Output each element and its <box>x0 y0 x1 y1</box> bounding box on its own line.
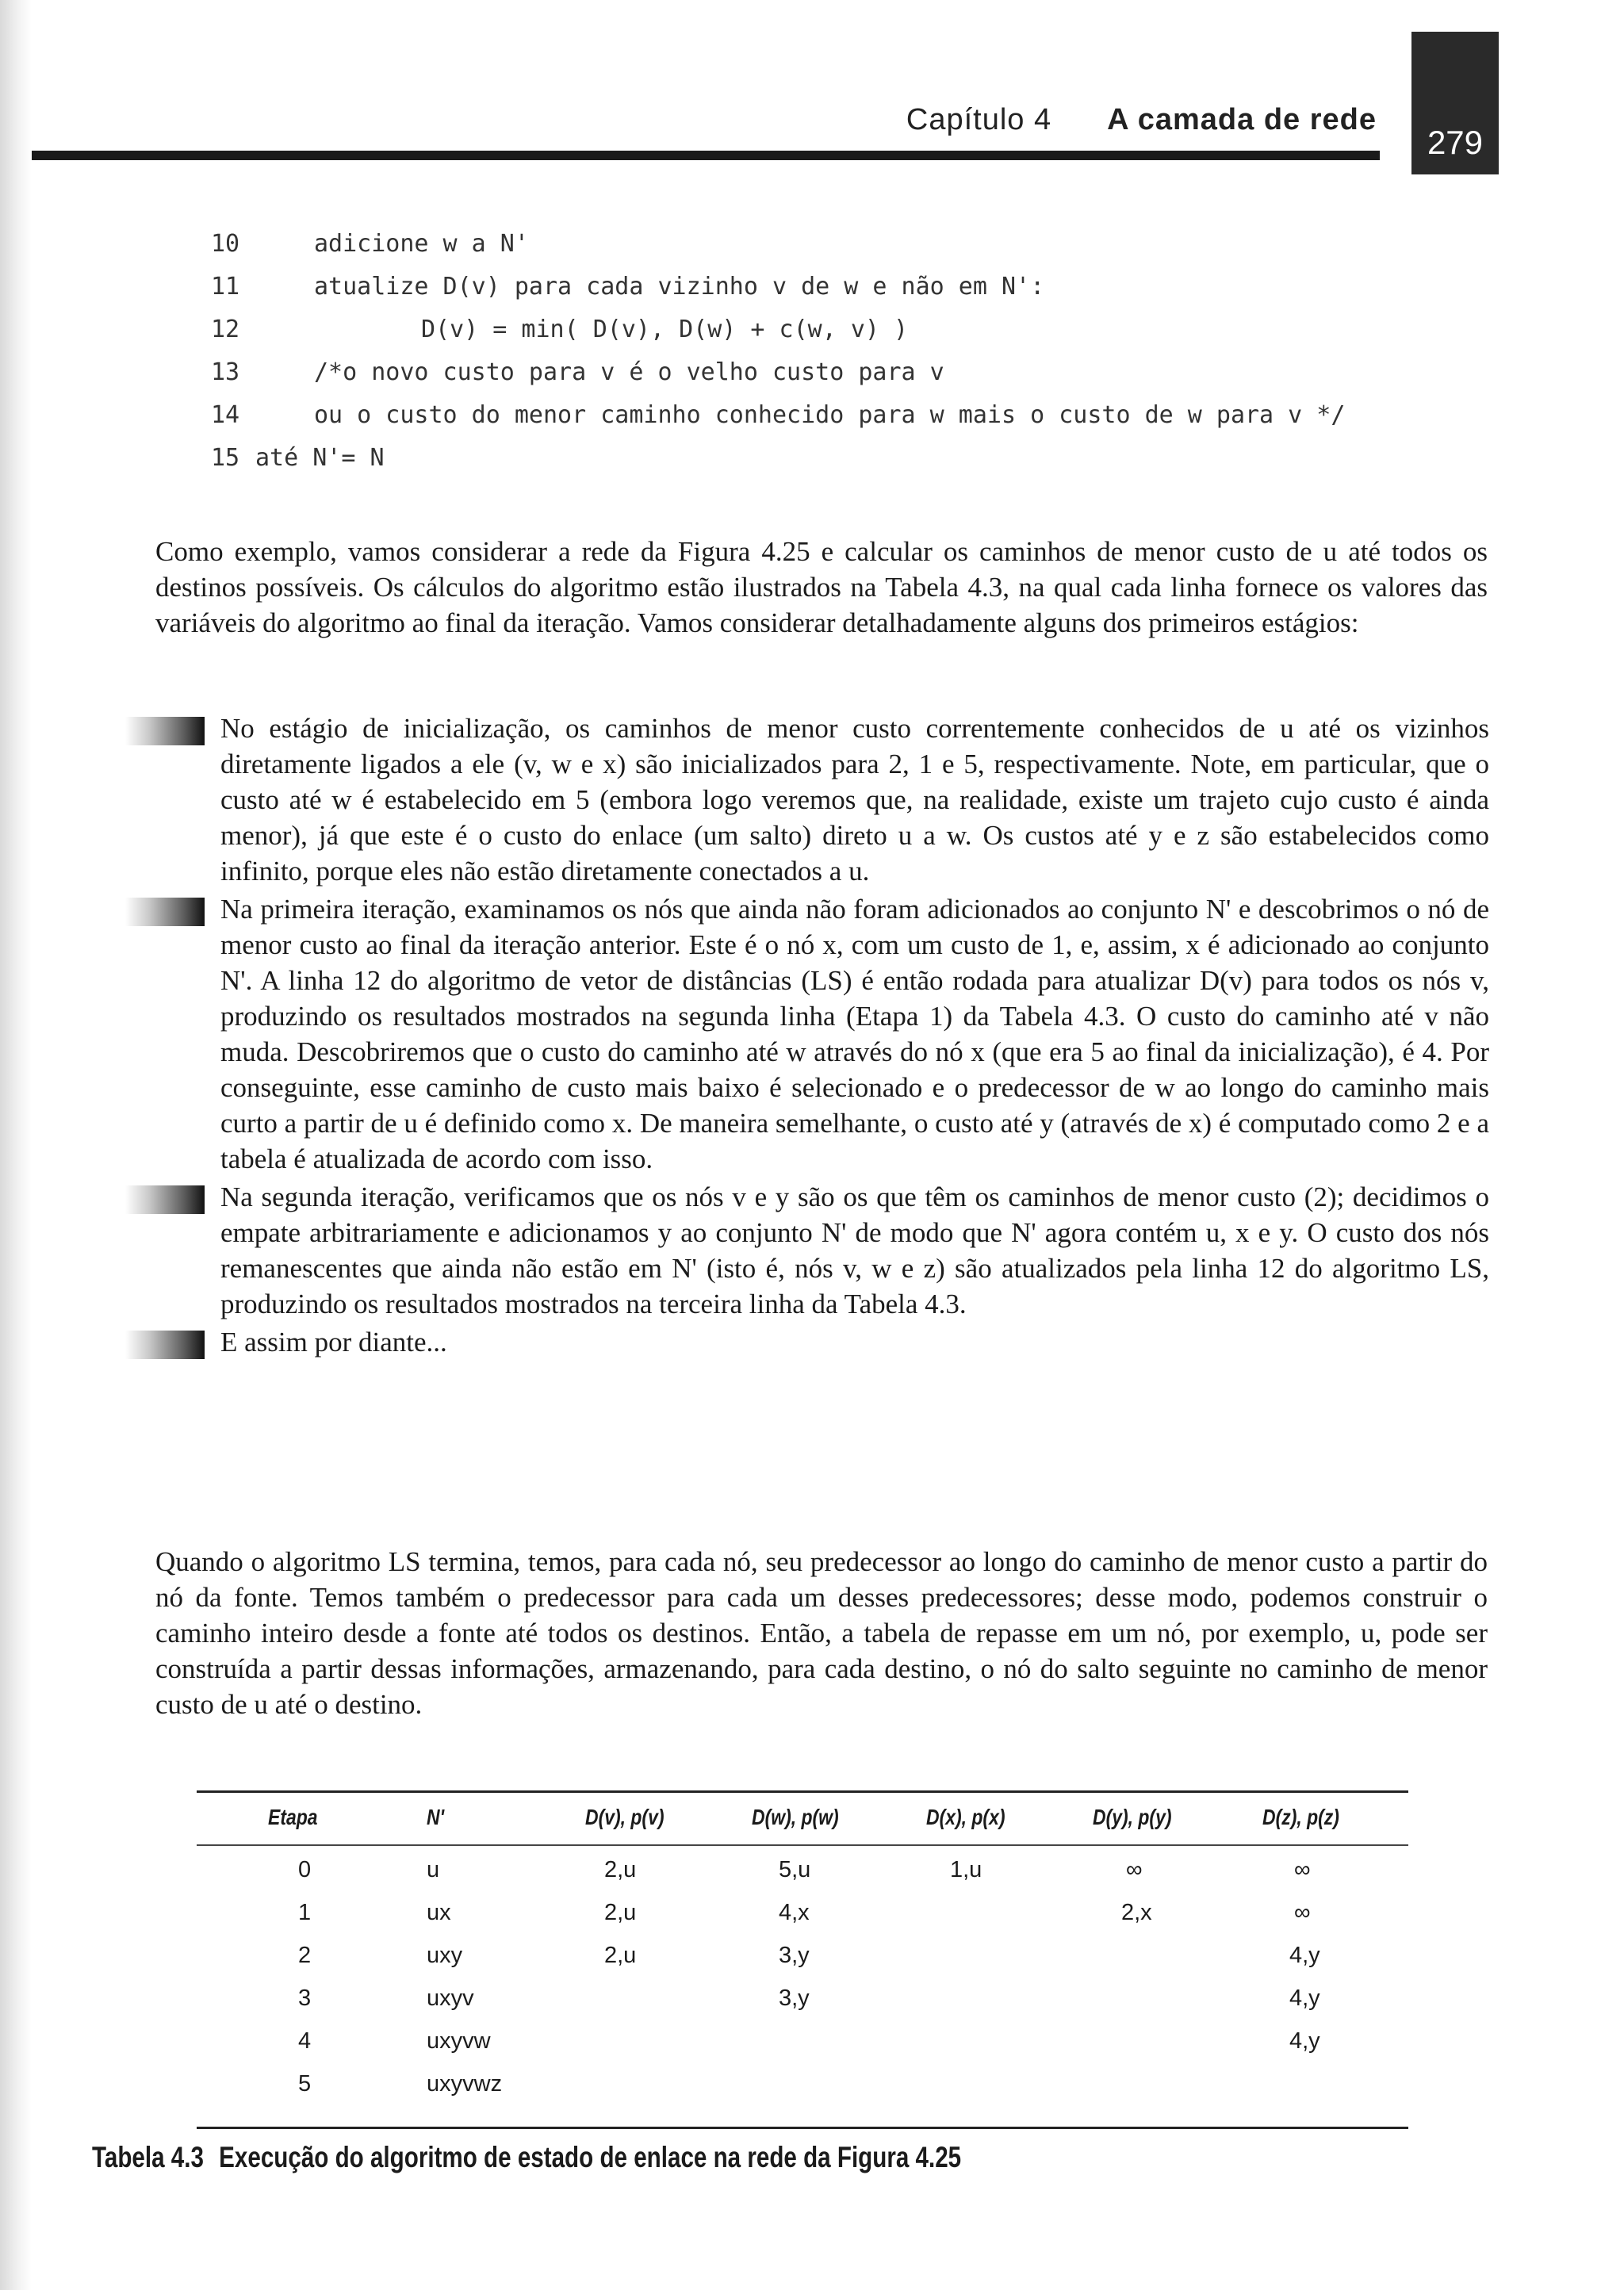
code-line-text: até N'= N <box>255 444 385 472</box>
closing-paragraph: Quando o algoritmo LS termina, temos, para cada nó, seu predecessor ao longo do caminho de menor custo a partir do nó da fonte. Temos também o predecessor para cada um desses predecessores; desse modo, podemos construir o caminho inteiro desde a fonte até todos os destinos. Então, a tabela de repasse em um nó, por exemplo, u, pode ser construída a partir dessas informações, armazenando, para cada destino, o nó do salto seguinte no caminho de menor custo de u até o destino. <box>155 1546 1488 1720</box>
code-line-text: D(v) = min( D(v), D(w) + c(w, v) ) <box>421 316 909 343</box>
table-header-cell: D(y), p(y) <box>1093 1805 1172 1829</box>
bullet-marker <box>125 898 205 926</box>
bullet-marker <box>125 717 205 745</box>
code-line <box>211 316 1400 358</box>
table-cell: 4,x <box>779 1900 810 1925</box>
table-row <box>197 2028 1408 2071</box>
table-cell: uxyvw <box>427 2028 491 2054</box>
list-item-text: Na primeira iteração, examinamos os nós que ainda não foram adicionados ao conjunto N' e descobrimos o nó de menor custo ao final da iteração anterior. Este é o nó x, com um custo de 1, e, assim, x é adicionado ao conjunto N'. A linha 12 do algoritmo de vetor de distâncias (LS) é então rodada para atualizar D(v) para todos os nós v, produzindo os resultados mostrados na segunda linha (Etapa 1) da Tabela 4.3. O custo do caminho até v não muda. Descobriremos que o custo do caminho até w através do nó x (que era 5 ao final da inicialização), é 4. Por conseguinte, esse caminho de custo mais baixo é selecionado e o predecessor de w ao longo do caminho mais curto a partir de u é definido como x. De maneira semelhante, o custo até y (através de x) é computado como 2 e a tabela é atualizada de acordo com isso. <box>220 894 1489 1174</box>
table-cell: 1,u <box>950 1857 982 1882</box>
code-line-text: adicione w a N' <box>314 230 529 258</box>
stage-list <box>117 710 1489 1362</box>
code-line-text: ou o custo do menor caminho conhecido para w mais o custo de w para v */ <box>314 401 1346 429</box>
table-cell: uxyv <box>427 1986 474 2011</box>
table-cell: 3 <box>298 1986 312 2011</box>
list-item-text: E assim por diante... <box>220 1327 447 1358</box>
binding-shadow <box>0 0 32 2290</box>
table-header-cell: N' <box>427 1805 445 1829</box>
table-row <box>197 1986 1408 2028</box>
table-cell: 2,u <box>604 1857 637 1882</box>
table-cell: ux <box>427 1900 451 1925</box>
table-cell: 0 <box>298 1857 312 1882</box>
table-caption-label: Tabela 4.3 <box>92 2141 204 2173</box>
table-cell: 3,y <box>779 1943 810 1968</box>
table-cell: ∞ <box>1294 1900 1311 1925</box>
table-caption-text: Execução do algoritmo de estado de enlace na rede da Figura 4.25 <box>219 2141 962 2173</box>
list-item-text: Na segunda iteração, verificamos que os nós v e y são os que têm os caminhos de menor custo (2); decidimos o empate arbitrariamente e adicionamos y ao conjunto N' de modo que N' agora contém u, x e y. O custo dos nós remanescentes que ainda não estão em N' (isto é, nós v, w e z) são atualizados pela linha 12 do algoritmo LS, produzindo os resultados mostrados na terceira linha da Tabela 4.3. <box>220 1181 1489 1319</box>
table-cell: 5,u <box>779 1857 811 1882</box>
code-line-number: 11 <box>211 273 240 301</box>
bullet-marker <box>125 1331 205 1359</box>
code-line <box>211 273 1400 316</box>
header-rule <box>32 151 1380 160</box>
table-cell: 5 <box>298 2071 312 2097</box>
table-cell: uxy <box>427 1943 463 1968</box>
table-cell: 2,x <box>1121 1900 1152 1925</box>
list-item <box>117 891 1489 1177</box>
table-header-cell: Etapa <box>268 1805 318 1829</box>
table-cell: 1 <box>298 1900 312 1925</box>
code-line-number: 15 <box>211 444 240 472</box>
code-line <box>211 401 1400 444</box>
table-caption <box>92 2141 961 2174</box>
table-cell: 3,y <box>779 1986 810 2011</box>
table-cell: ∞ <box>1126 1857 1143 1882</box>
table-header-cell: D(z), p(z) <box>1262 1805 1339 1829</box>
code-line <box>211 230 1400 273</box>
table-cell: ∞ <box>1294 1857 1311 1882</box>
intro-paragraph: Como exemplo, vamos considerar a rede da Figura 4.25 e calcular os caminhos de menor custo de u até todos os destinos possíveis. Os cálculos do algoritmo estão ilustrados na Tabela 4.3, na qual cada linha fornece os valores das variáveis do algoritmo ao final da iteração. Vamos considerar detalhadamente alguns dos primeiros estágios: <box>155 536 1488 638</box>
list-item-text: No estágio de inicialização, os caminhos de menor custo correntemente conhecidos de u até os vizinhos diretamente ligados a ele (v, w e x) são inicializados para 2, 1 e 5, respectivamente. Note, em particular, que o custo até w é estabelecido em 5 (embora logo veremos que, na realidade, existe um trajeto cujo custo é ainda menor), já que este é o custo do enlace (um salto) direto u a w. Os custos até y e z são estabelecidos como infinito, porque eles não estão diretamente conectados a u. <box>220 713 1489 887</box>
list-item <box>117 1179 1489 1322</box>
table-cell: 4,y <box>1289 2028 1320 2054</box>
table-cell: 2 <box>298 1943 312 1968</box>
code-line-number: 10 <box>211 230 240 258</box>
page-number-tab <box>1411 32 1499 174</box>
table-row <box>197 1943 1408 1986</box>
table-cell: 4,y <box>1289 1943 1320 1968</box>
header-section: A camada de rede <box>1107 103 1377 136</box>
list-item <box>117 1324 1489 1360</box>
table-cell: u <box>427 1857 440 1882</box>
table-header-cell: D(x), p(x) <box>926 1805 1005 1829</box>
code-line-text: /*o novo custo para v é o velho custo para v <box>314 358 944 386</box>
table-row <box>197 1857 1408 1900</box>
bullet-marker <box>125 1185 205 1214</box>
table-header-cell: D(w), p(w) <box>752 1805 839 1829</box>
page-number: 279 <box>1427 124 1484 161</box>
code-line-number: 12 <box>211 316 240 343</box>
table-row <box>197 2071 1408 2114</box>
table-header-cell: D(v), p(v) <box>585 1805 665 1829</box>
table-bottom-rule <box>197 2127 1408 2129</box>
header-text <box>906 103 1377 137</box>
header-chapter: Capítulo 4 <box>906 103 1052 136</box>
table-cell: 2,u <box>604 1900 637 1925</box>
table-row <box>197 1900 1408 1943</box>
table-header-rule <box>197 1844 1408 1846</box>
code-line <box>211 444 1400 487</box>
list-item <box>117 710 1489 889</box>
table-cell: 4 <box>298 2028 312 2054</box>
table-cell: 4,y <box>1289 1986 1320 2011</box>
code-line-number: 14 <box>211 401 240 429</box>
table-cell: uxyvwz <box>427 2071 503 2097</box>
pseudocode-block <box>211 230 1400 487</box>
code-line <box>211 358 1400 401</box>
table-top-rule <box>197 1790 1408 1793</box>
table-cell: 2,u <box>604 1943 637 1968</box>
running-header <box>0 103 1377 147</box>
code-line-number: 13 <box>211 358 240 386</box>
code-line-text: atualize D(v) para cada vizinho v de w e não em N': <box>314 273 1045 301</box>
